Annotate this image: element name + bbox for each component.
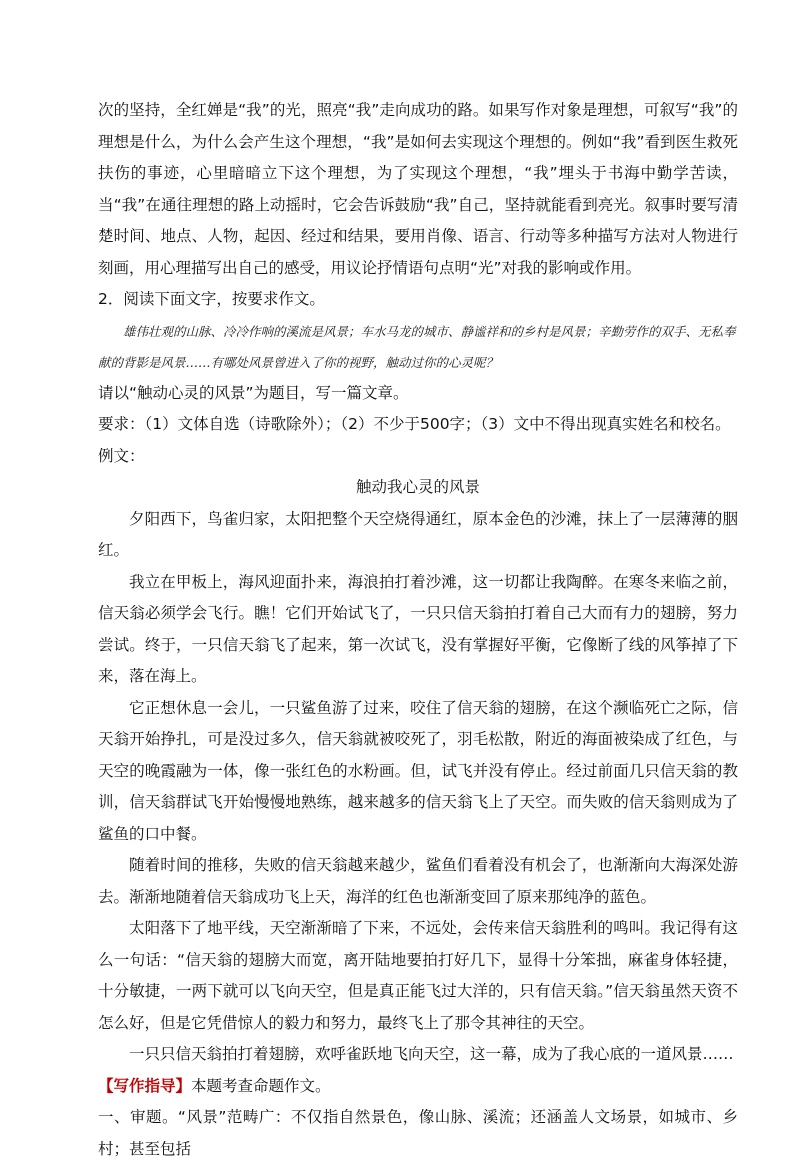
writing-guidance [98, 1071, 738, 1103]
document-page [98, 95, 738, 1165]
essay-paragraph: 我立在甲板上，海风迎面扑来，海浪拍打着沙滩，这一切都让我陶醉。在寒冬来临之前，信天翁必须学会飞行。瞧！它们开始试飞了，一只只信天翁拍打着自己大而有力的翅膀，努力尝试。终于，一只信天翁飞了起来，第一次试飞，没有掌握好平衡，它像断了线的风筝掉了下来，落在海上。 [98, 572, 738, 685]
writing-guidance-tag: 【写作指导】 [98, 1076, 192, 1095]
essay-paragraph: 随着时间的推移，失败的信天翁越来越少，鲨鱼们看着没有机会了，也渐渐向大海深处游去。渐渐地随着信天翁成功飞上天，海洋的红色也渐渐变回了原来那纯净的蓝色。 [98, 856, 738, 906]
example-label: 例文： [98, 446, 145, 465]
essay-paragraph: 一只只信天翁拍打着翅膀，欢呼雀跃地飞向天空，这一幕，成为了我心底的一道风景…… [129, 1045, 734, 1063]
review-paragraph: 一、审题。“风景”范畴广：不仅指自然景色，像山脉、溪流；还涵盖人文场景，如城市、乡村；甚至包括 [98, 1108, 738, 1158]
essay-requirements: 要求：（1）文体自选（诗歌除外）；（2）不少于500字；（3）文中不得出现真实姓名和校名。 [98, 415, 731, 433]
essay-paragraph: 夕阳西下，鸟雀归家，太阳把整个天空烧得通红，原本金色的沙滩，抹上了一层薄薄的胭红。 [98, 509, 738, 559]
essay-paragraph: 太阳落下了地平线，天空渐渐暗了下来，不远处，会传来信天翁胜利的鸣叫。我记得有这么一句话：“信天翁的翅膀大而宽，离开陆地要拍打好几下，显得十分笨拙，麻雀身体轻捷，十分敏捷，一两下就可以飞向天空，但是真正能飞过大洋的，只有信天翁。”信天翁虽然天资不怎么好，但是它凭借惊人的毅力和努力，最终飞上了那令其神往的天空。 [98, 919, 738, 1032]
writing-guidance-text: 本题考查命题作文。 [191, 1076, 331, 1095]
essay-prompt: 请以“触动心灵的风景”为题目，写一篇文章。 [98, 383, 409, 402]
essay-paragraph: 它正想休息一会儿，一只鲨鱼游了过来，咬住了信天翁的翅膀，在这个濒临死亡之际，信天翁开始挣扎，可是没过多久，信天翁就被咬死了，羽毛松散，附近的海面被染成了红色，与天空的晚霞融为一体，像一张红色的水粉画。但，试飞并没有停止。经过前面几只信天翁的教训，信天翁群试飞开始慢慢地熟练，越来越多的信天翁飞上了天空。而失败的信天翁则成为了鲨鱼的口中餐。 [98, 698, 738, 843]
question-2-heading: 2．阅读下面文字，按要求作文。 [98, 290, 325, 308]
essay-title: 触动我心灵的风景 [355, 478, 480, 496]
paragraph-light-essay-guidance: 次的坚持，全红婵是“我”的光，照亮“我”走向成功的路。如果写作对象是理想，可叙写“我”的理想是什么，为什么会产生这个理想，“我”是如何去实现这个理想的。例如“我”看到医生救死扶伤的事迹，心里暗暗立下这个理想，为了实现这个理想，“我”埋头于书海中勤学苦读，当“我”在通往理想的路上动摇时，它会告诉鼓励“我”自己，坚持就能看到亮光。叙事时要写清楚时间、地点、人物，起因、经过和结果，要用肖像、语言、行动等多种描写方法对人物进行刻画，用心理描写出自己的感受，用议论抒情语句点明“光”对我的影响或作用。 [98, 101, 738, 277]
prompt-quote: 雄伟壮观的山脉、冷冷作响的溪流是风景；车水马龙的城市、静谧祥和的乡村是风景；辛勤劳作的双手、无私奉献的背影是风景……有哪处风景曾进入了你的视野，触动过你的心灵呢？ [98, 323, 736, 370]
